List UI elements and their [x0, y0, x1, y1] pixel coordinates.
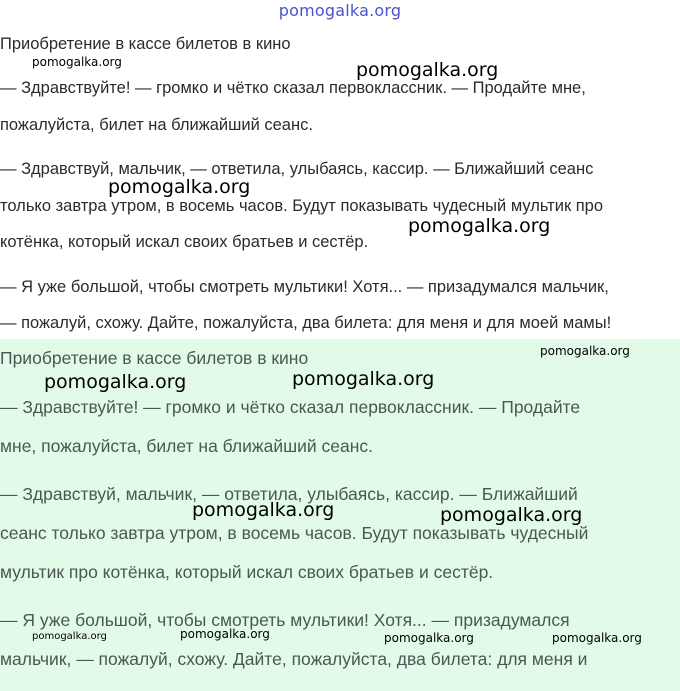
passage-b-line-3: — Здравствуй, мальчик, — ответила, улыбаясь, кассир. — Ближайший: [0, 484, 578, 504]
watermark-text: pomogalka.org: [384, 631, 474, 645]
watermark-text: pomogalka.org: [356, 59, 499, 81]
watermark-text: pomogalka.org: [32, 631, 107, 642]
passage-b-line-1: — Здравствуйте! — громко и чётко сказал первоклассник. — Продайте: [0, 397, 581, 417]
watermark-text: pomogalka.org: [32, 55, 122, 69]
passage-a-line-1: — Здравствуйте! — громко и чётко сказал первоклассник. — Продайте мне,: [0, 79, 586, 97]
watermark-text: pomogalka.org: [552, 631, 642, 645]
passage-a-line-7: — пожалуй, схожу. Дайте, пожалуйста, два билета: для меня и для моей мамы!: [0, 314, 612, 332]
watermark-text: pomogalka.org: [440, 504, 583, 526]
passage-a-line-3: — Здравствуй, мальчик, — ответила, улыбаясь, кассир. — Ближайший сеанс: [0, 160, 594, 178]
passage-a-line-5: котёнка, который искал своих братьев и сестёр.: [0, 233, 369, 251]
passage-b-line-4: сеанс только завтра утром, в восемь часов. Будут показывать чудесный: [0, 523, 589, 543]
passage-b-line-6: — Я уже большой, чтобы смотреть мультики! Хотя... — призадумался: [0, 610, 570, 630]
watermark-text: pomogalka.org: [192, 499, 335, 521]
watermark-text: pomogalka.org: [292, 368, 435, 390]
site-header-link[interactable]: pomogalka.org: [278, 1, 402, 20]
watermark-text: pomogalka.org: [180, 627, 270, 641]
watermark-text: pomogalka.org: [108, 176, 251, 198]
passage-b-title: Приобретение в кассе билетов в кино: [0, 348, 309, 368]
watermark-text: pomogalka.org: [408, 215, 551, 237]
passage-b-line-2: мне, пожалуйста, билет на ближайший сеанс.: [0, 436, 374, 456]
passage-b-line-7: мальчик, — пожалуй, схожу. Дайте, пожалуйста, два билета: для меня и: [0, 649, 588, 669]
passage-a-line-2: пожалуйста, билет на ближайший сеанс.: [0, 116, 313, 134]
text-passage-a: [0, 0, 680, 339]
passage-a-line-6: — Я уже большой, чтобы смотреть мультики! Хотя... — призадумался мальчик,: [0, 278, 609, 296]
watermark-text: pomogalka.org: [44, 371, 187, 393]
passage-a-title: Приобретение в кассе билетов в кино: [0, 35, 291, 53]
watermark-text: pomogalka.org: [540, 344, 630, 358]
passage-b-line-5: мультик про котёнка, который искал своих братьев и сестёр.: [0, 562, 494, 582]
passage-a-line-4: только завтра утром, в восемь часов. Будут показывать чудесный мультик про: [0, 197, 604, 215]
